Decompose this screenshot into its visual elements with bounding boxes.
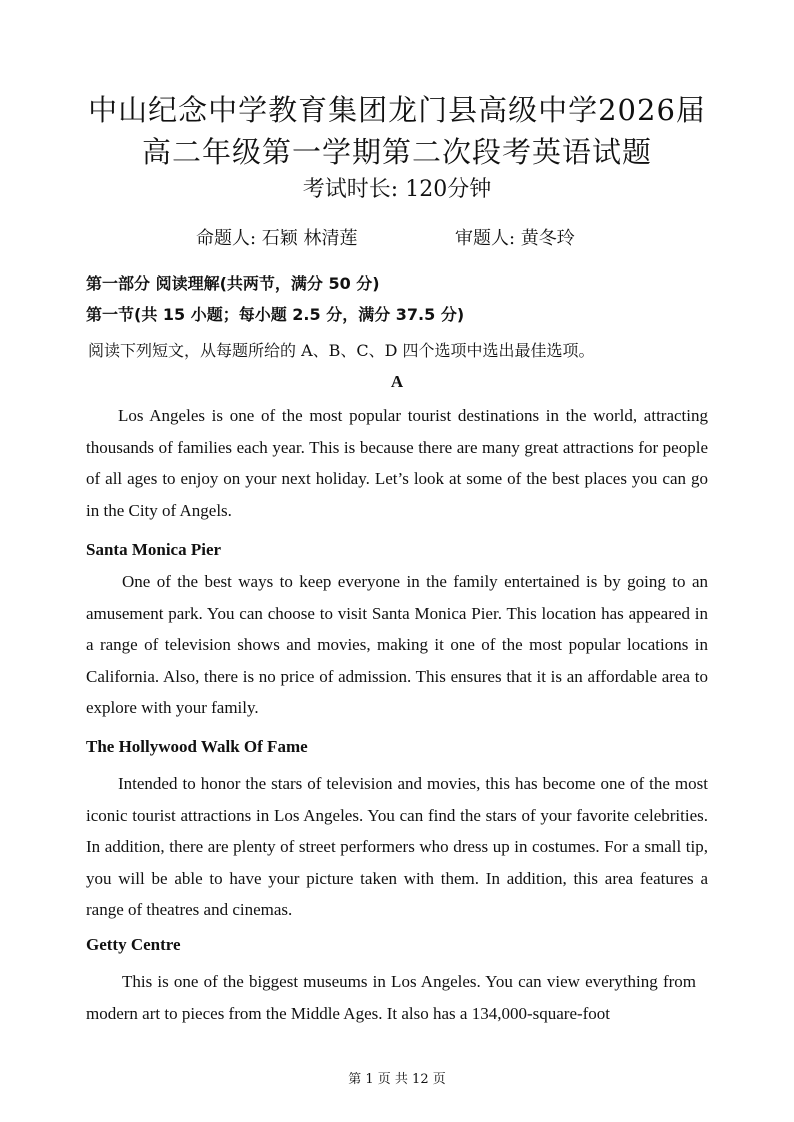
part-heading: 第一部分 阅读理解(共两节，满分 50 分) (86, 274, 380, 293)
section-heading: Santa Monica Pier (86, 540, 222, 559)
passage-intro: Los Angeles is one of the most popular tourist destinations in the world, attracting thousands of families each year. This is because there are many great attractions for people of all ages to enjoy on your next holiday. Let’s look at some of the best places you can go in the City of Angels. (86, 406, 708, 520)
section-heading: Getty Centre (86, 935, 181, 954)
section-text: One of the best ways to keep everyone in the family entertained is by going to an amusement park. You can choose to visit Santa Monica Pier. This location has appeared in a range of television shows and movies, making it one of the most popular locations in California. Also, there is no price of admission. This ensures that it is an affordable area to explore with your family. (86, 572, 708, 718)
exam-title-line1: 中山纪念中学教育集团龙门县高级中学2026届 (88, 93, 706, 127)
question-setter: 命题人: 石颖 林清莲 (196, 228, 358, 249)
section-text: This is one of the biggest museums in Los Angeles. You can view everything from modern art to pieces from the Middle Ages. It also has a 134,000-square-foot (86, 972, 696, 1023)
section-text: Intended to honor the stars of television and movies, this has become one of the most iconic tourist attractions in Los Angeles. You can find the stars of your favorite celebrities. In addition, there are plenty of street performers who dress up in costumes. For a small tip, you will be able to have your picture taken with them. In addition, this area features a range of theatres and cinemas. (86, 774, 708, 920)
question-reviewer: 审题人: 黄冬玲 (455, 228, 575, 249)
exam-title-line2: 高二年级第一学期第二次段考英语试题 (141, 135, 652, 169)
passage-label: A (390, 372, 404, 391)
instruction-text: 阅读下列短文，从每题所给的 A、B、C、D 四个选项中选出最佳选项。 (88, 341, 595, 360)
section-heading: The Hollywood Walk Of Fame (86, 737, 308, 756)
page-number: 第 1 页 共 12 页 (348, 1072, 446, 1087)
subsection-heading: 第一节(共 15 小题；每小题 2.5 分，满分 37.5 分) (86, 305, 465, 324)
exam-duration: 考试时长: 120分钟 (302, 177, 492, 202)
